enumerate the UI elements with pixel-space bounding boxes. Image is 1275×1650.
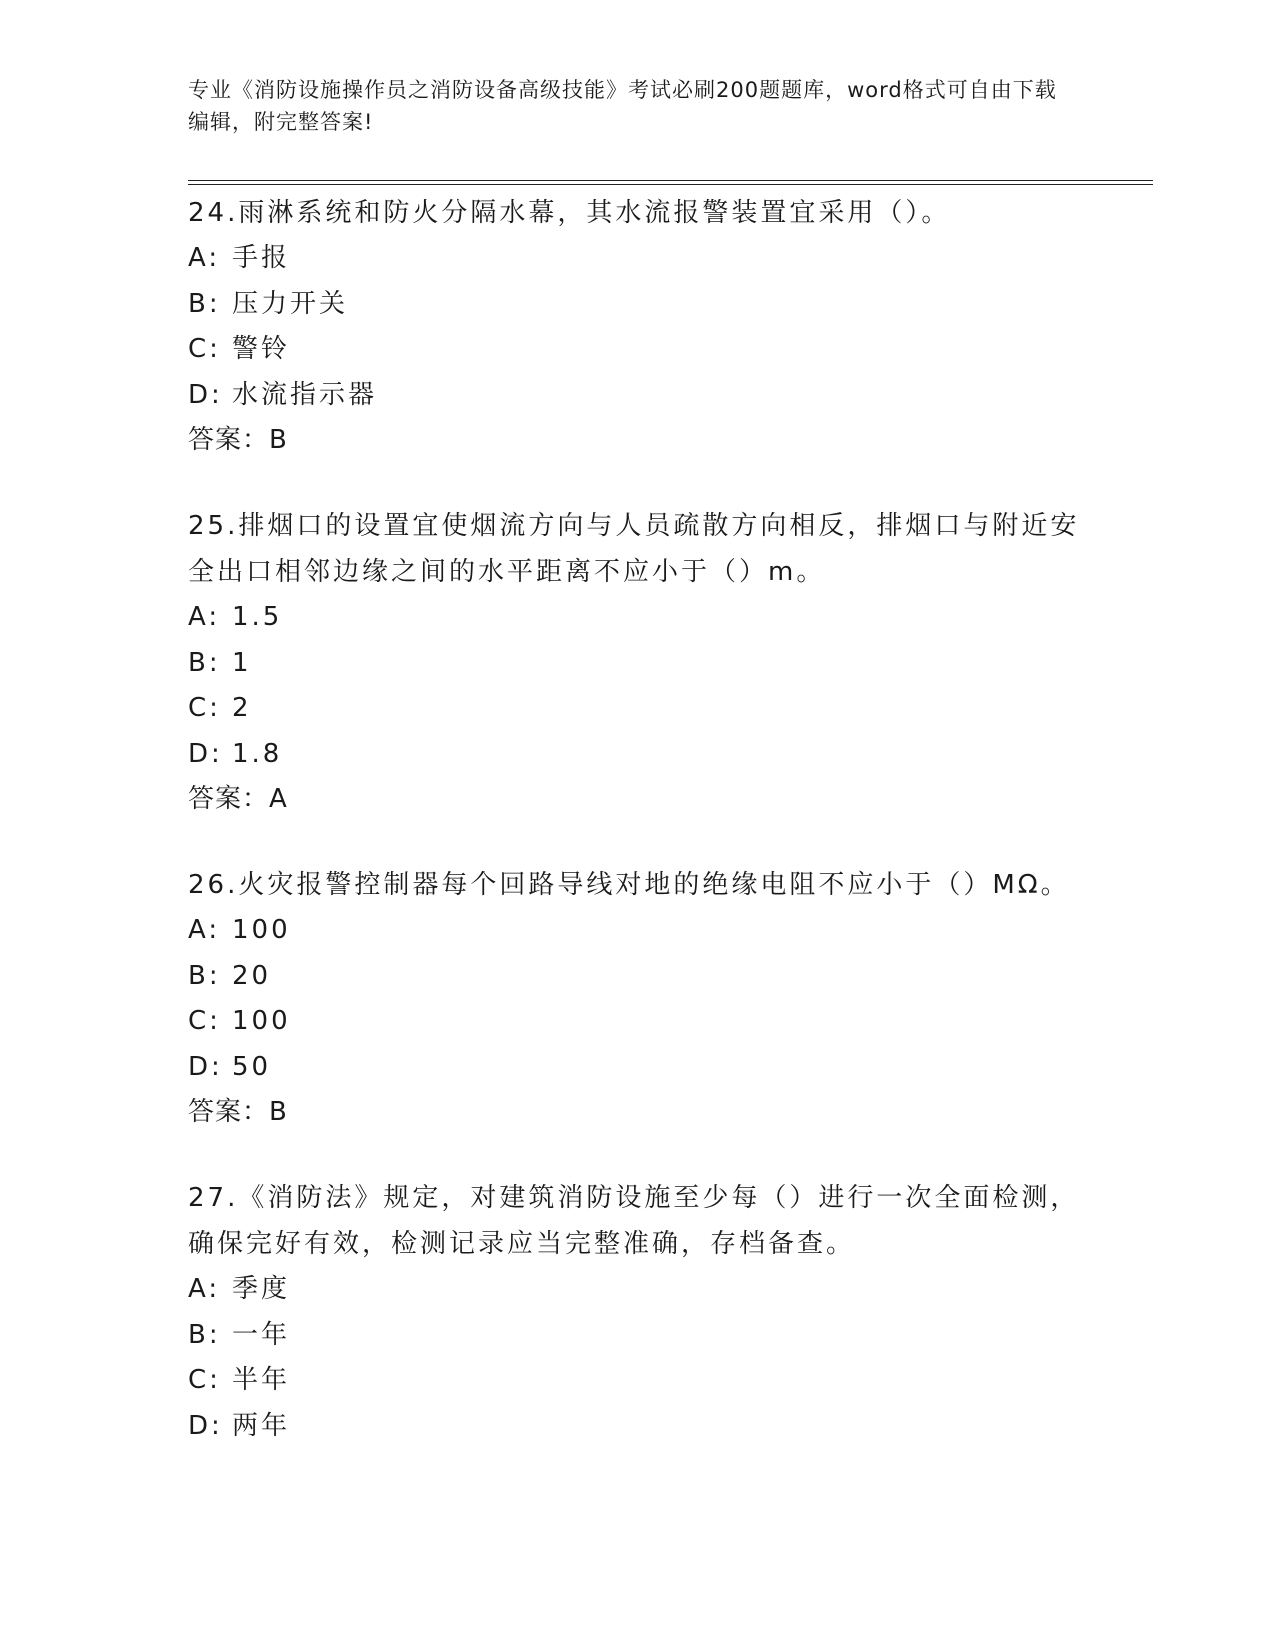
option-a <box>188 908 1088 954</box>
option-text: 1.5 <box>232 602 283 632</box>
question-stem: 26.火灾报警控制器每个回路导线对地的绝缘电阻不应小于（）MΩ。 <box>188 870 1070 900</box>
question-stem: 24.雨淋系统和防火分隔水幕，其水流报警装置宜采用（）。 <box>188 198 951 228</box>
option-text: 1 <box>232 647 252 678</box>
option-b <box>188 641 1088 687</box>
option-text: 100 <box>232 915 291 945</box>
option-letter: A: <box>188 602 221 632</box>
option-a <box>188 1267 1088 1313</box>
option-letter: D: <box>188 1410 223 1441</box>
option-text: 2 <box>232 693 252 723</box>
option-letter: B: <box>188 1319 221 1350</box>
question-24 <box>188 190 1088 463</box>
document-header: 专业《消防设施操作员之消防设备高级技能》考试必刷200题题库，word格式可自由下载编辑，附完整答案! <box>188 78 1057 134</box>
answer-line: 答案：B <box>188 1097 288 1127</box>
option-letter: C: <box>188 693 221 723</box>
option-c <box>188 999 1088 1045</box>
option-text: 压力开关 <box>232 288 349 319</box>
option-c <box>188 686 1088 732</box>
option-letter: D: <box>188 379 223 410</box>
option-text: 50 <box>232 1051 272 1082</box>
answer-line: 答案：B <box>188 425 288 455</box>
question-26 <box>188 862 1088 1135</box>
option-letter: B: <box>188 647 221 678</box>
option-letter: C: <box>188 1365 221 1395</box>
question-stem: 27.《消防法》规定，对建筑消防设施至少每（）进行一次全面检测，确保完好有效，检测记录应当完整准确，存档备查。 <box>188 1183 1080 1259</box>
question-list <box>188 190 1088 1489</box>
option-d <box>188 1404 1088 1450</box>
option-text: 一年 <box>232 1319 291 1350</box>
option-letter: D: <box>188 738 223 769</box>
question-25 <box>188 503 1088 822</box>
option-b <box>188 954 1088 1000</box>
option-letter: D: <box>188 1051 223 1082</box>
option-letter: A: <box>188 1274 221 1304</box>
option-c <box>188 327 1088 373</box>
option-letter: A: <box>188 243 221 273</box>
option-letter: C: <box>188 1006 221 1036</box>
option-b <box>188 1313 1088 1359</box>
option-b <box>188 282 1088 328</box>
option-text: 手报 <box>232 243 291 273</box>
option-a <box>188 236 1088 282</box>
option-text: 半年 <box>232 1365 291 1395</box>
header-divider-bottom <box>188 184 1153 185</box>
option-d <box>188 373 1088 419</box>
option-text: 季度 <box>232 1274 291 1304</box>
option-text: 100 <box>232 1006 291 1036</box>
option-d <box>188 1045 1088 1091</box>
option-d <box>188 732 1088 778</box>
option-text: 20 <box>232 960 272 991</box>
option-text: 两年 <box>232 1410 291 1441</box>
option-c <box>188 1358 1088 1404</box>
answer-line: 答案：A <box>188 784 288 814</box>
option-letter: B: <box>188 960 221 991</box>
option-text: 警铃 <box>232 334 291 364</box>
option-letter: B: <box>188 288 221 319</box>
question-27 <box>188 1175 1088 1449</box>
option-letter: A: <box>188 915 221 945</box>
option-a <box>188 595 1088 641</box>
option-text: 1.8 <box>232 738 283 769</box>
header-divider-top <box>188 180 1153 181</box>
option-letter: C: <box>188 334 221 364</box>
question-stem: 25.排烟口的设置宜使烟流方向与人员疏散方向相反，排烟口与附近安全出口相邻边缘之间的水平距离不应小于（）m。 <box>188 511 1080 587</box>
option-text: 水流指示器 <box>232 379 378 410</box>
